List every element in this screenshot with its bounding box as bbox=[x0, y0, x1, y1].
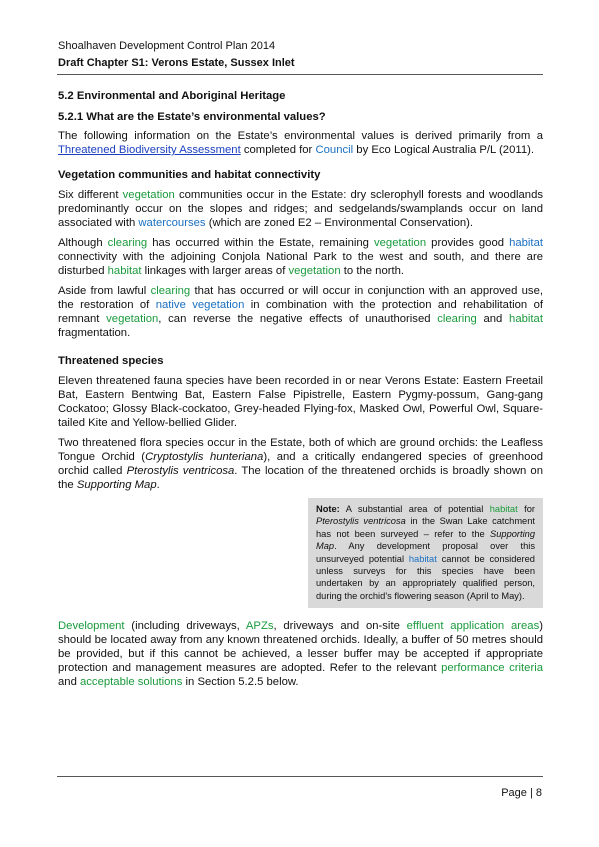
development-paragraph: Development (including driveways, APZs, driveways and on-site effluent application areas) should be located away from any known threatened orchids. Ideally, a buffer of 50 metres should be provided, but if this cannot be achieved, a lesser buffer may be accepted if appropriate protection and management measures are adopted. Refer to the relevant performance criteria and acceptable solutions in Section 5.2.5 below. bbox=[58, 620, 543, 689]
subsection-title: 5.2.1 What are the Estate’s environmental values? bbox=[58, 111, 326, 123]
footer-divider bbox=[57, 776, 543, 777]
vegetation-paragraph-2: Although clearing has occurred within the Estate, remaining vegetation provides good habitat connectivity with the adjoining Conjola National Park to the west and south, and there are disturbed habitat linkages with larger areas of vegetation to the north. bbox=[58, 237, 543, 277]
threatened-biodiversity-assessment-link[interactable]: Threatened Biodiversity Assessment bbox=[58, 144, 241, 156]
intro-paragraph: The following information on the Estate’s environmental values is derived primarily from a Threatened Biodiversity Assessment completed for Council by Eco Logical Australia P/L (2011). bbox=[58, 130, 543, 156]
note-box: Note: A substantial area of potential habitat for Pterostylis ventricosa in the Swan Lake catchment has not been surveyed – refer to the Supporting Map. Any development proposal over this unsurveyed potential habitat cannot be considered unless surveys for this species have been undertaken by an appropriately qualified person, during the orchid’s flowering season (April to May). bbox=[308, 498, 543, 608]
header-plan-title: Shoalhaven Development Control Plan 2014 bbox=[58, 40, 276, 52]
vegetation-paragraph-3: Aside from lawful clearing that has occurred or will occur in conjunction with an approved use, the restoration of native vegetation in combination with the protection and rehabilitation of remnant vegetation, can reverse the negative effects of unauthorised clearing and habitat fragmentation. bbox=[58, 285, 544, 339]
header-chapter-title: Draft Chapter S1: Verons Estate, Sussex Inlet bbox=[58, 57, 295, 69]
page-number: Page | 8 bbox=[501, 787, 542, 799]
main-content bbox=[58, 89, 543, 695]
vegetation-paragraph-1: Six different vegetation communities occur in the Estate: dry sclerophyll forests and woodlands predominantly occur on the slopes and ridges; and sedgelands/swamplands occur on land associated with watercourses (which are zoned E2 – Environmental Conservation). bbox=[58, 189, 544, 229]
section-title: 5.2 Environmental and Aboriginal Heritage bbox=[58, 90, 286, 102]
header-divider bbox=[57, 74, 543, 75]
vegetation-heading: Vegetation communities and habitat connectivity bbox=[58, 169, 321, 181]
fauna-paragraph: Eleven threatened fauna species have been recorded in or near Verons Estate: Eastern Freetail Bat, Eastern Bentwing Bat, Eastern False Pipistrelle, Eastern Pygmy-possum, Gang-gang Cockatoo; Glossy Black-cockatoo, Grey-headed Flying-fox, Masked Owl, Powerful Owl, Square-tailed Kite and Yellow-bellied Glider. bbox=[58, 375, 543, 429]
threatened-species-heading: Threatened species bbox=[58, 355, 164, 367]
council-term: Council bbox=[315, 144, 354, 156]
note-label: Note: bbox=[316, 504, 340, 514]
flora-paragraph: Two threatened flora species occur in the Estate, both of which are ground orchids: the Leafless Tongue Orchid (Cryptostylis hunteriana), and a critically endangered species of greenhood orchid called Pterostylis ventricosa. The location of the threatened orchids is broadly shown on the Supporting Map. bbox=[58, 437, 544, 491]
